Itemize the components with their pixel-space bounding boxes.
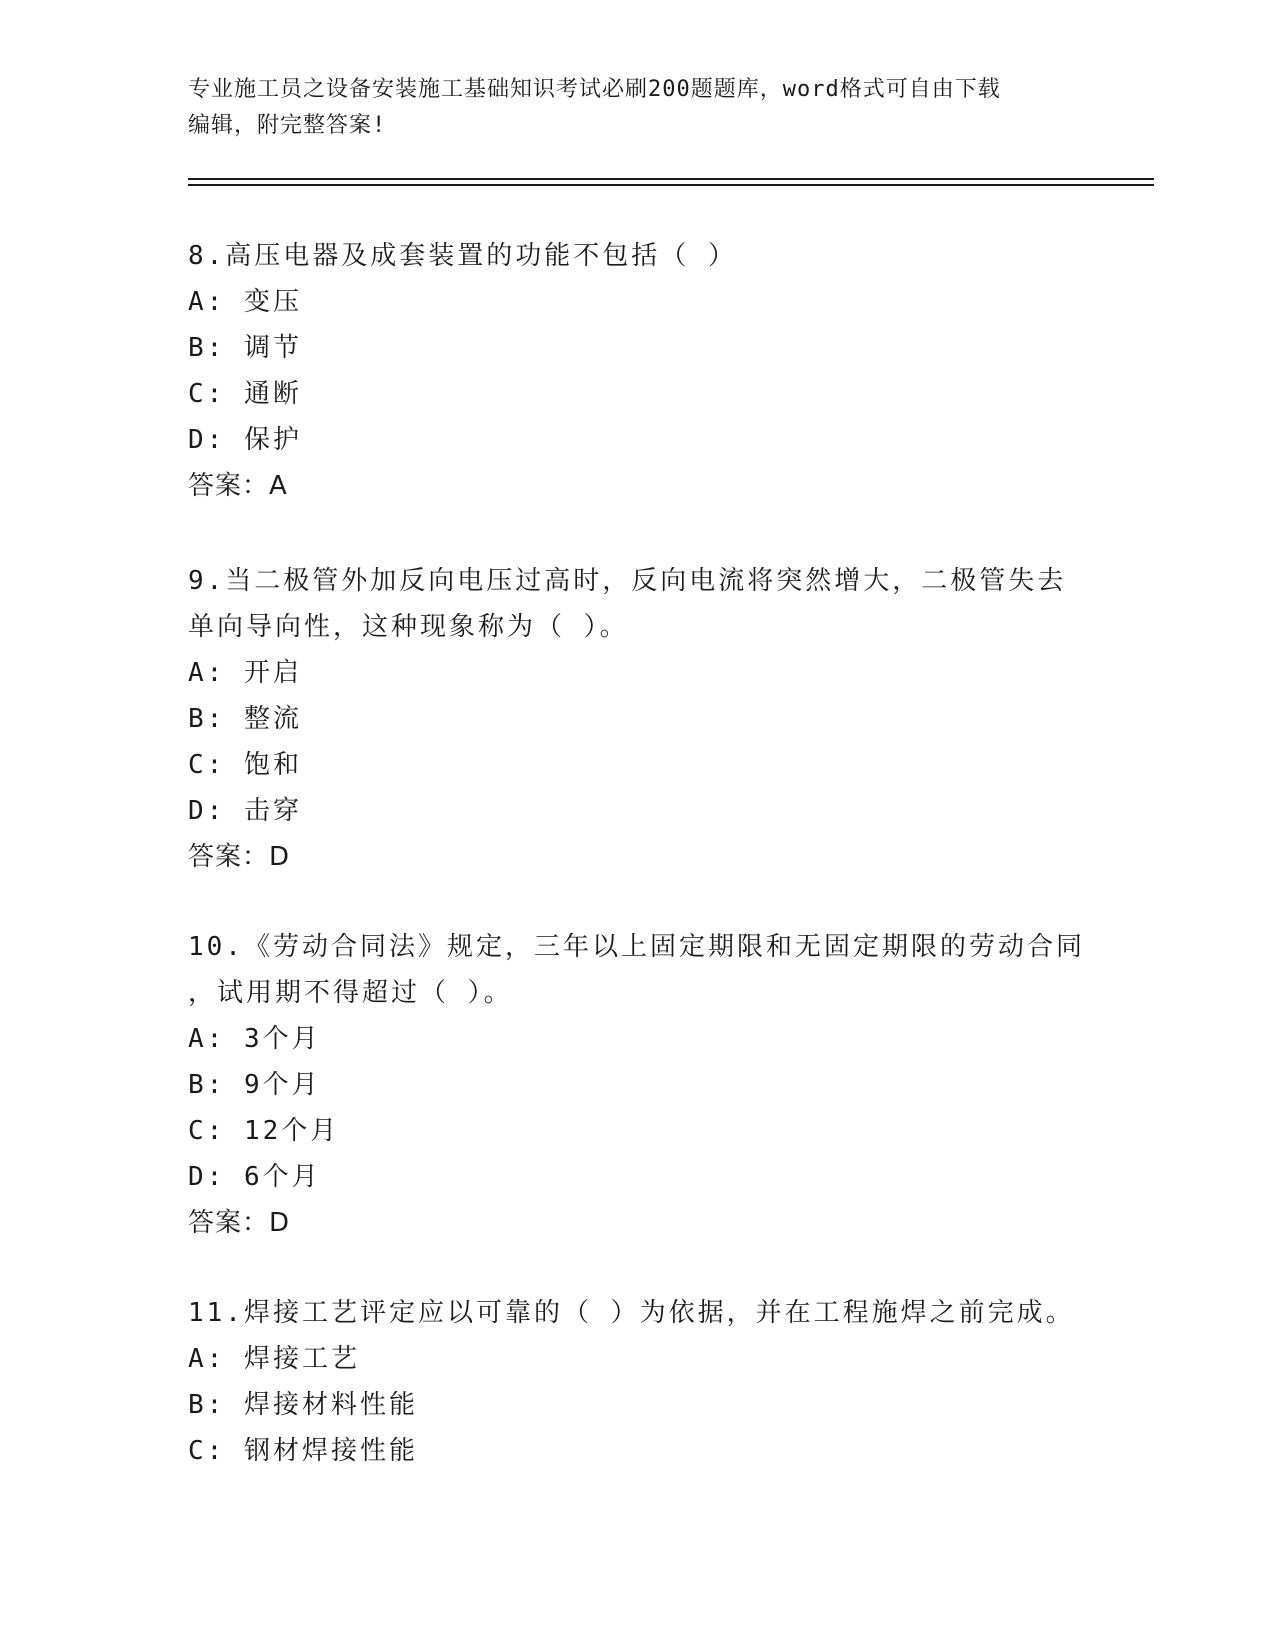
question-10	[188, 924, 1088, 1246]
option-c: C: 钢材焊接性能	[188, 1436, 418, 1466]
header-divider-bottom	[188, 184, 1154, 186]
option-c: C: 饱和	[188, 750, 302, 780]
question-9	[188, 558, 1088, 880]
question-stem	[188, 924, 1088, 1016]
option-d: D: 6个月	[188, 1162, 321, 1192]
answer-label: 答案：D	[188, 1208, 291, 1238]
question-stem-line: 10.《劳动合同法》规定，三年以上固定期限和无固定期限的劳动合同	[188, 932, 1085, 962]
header-divider-top	[188, 178, 1154, 180]
option-b: B: 焊接材料性能	[188, 1390, 418, 1420]
answer-label: 答案：A	[188, 471, 288, 501]
question-11	[188, 1290, 1088, 1474]
option-b: B: 调节	[188, 333, 302, 363]
answer-label: 答案：D	[188, 842, 291, 872]
option-c: C: 通断	[188, 379, 302, 409]
option-a: A: 变压	[188, 287, 302, 317]
question-stem-line: 11.焊接工艺评定应以可靠的（ ）为依据，并在工程施焊之前完成。	[188, 1298, 1075, 1328]
header-line-1: 专业施工员之设备安装施工基础知识考试必刷200题题库，word格式可自由下载	[188, 77, 1001, 102]
question-stem-line: 单向导向性，这种现象称为（ ）。	[188, 612, 629, 642]
option-b: B: 9个月	[188, 1070, 321, 1100]
header-line-2: 编辑，附完整答案!	[188, 113, 387, 138]
option-c: C: 12个月	[188, 1116, 340, 1146]
question-stem	[188, 1290, 1088, 1336]
option-d: D: 保护	[188, 425, 302, 455]
option-a: A: 开启	[188, 658, 302, 688]
question-stem-line: 8.高压电器及成套装置的功能不包括（ ）	[188, 241, 737, 271]
question-stem	[188, 558, 1088, 650]
question-stem-line: 9.当二极管外加反向电压过高时，反向电流将突然增大，二极管失去	[188, 566, 1067, 596]
question-stem-line: ，试用期不得超过（ ）。	[188, 978, 513, 1008]
question-stem	[188, 233, 1088, 279]
option-a: A: 焊接工艺	[188, 1344, 360, 1374]
option-b: B: 整流	[188, 704, 302, 734]
document-header	[188, 72, 1088, 144]
question-8	[188, 233, 1088, 509]
option-d: D: 击穿	[188, 796, 302, 826]
option-a: A: 3个月	[188, 1024, 321, 1054]
